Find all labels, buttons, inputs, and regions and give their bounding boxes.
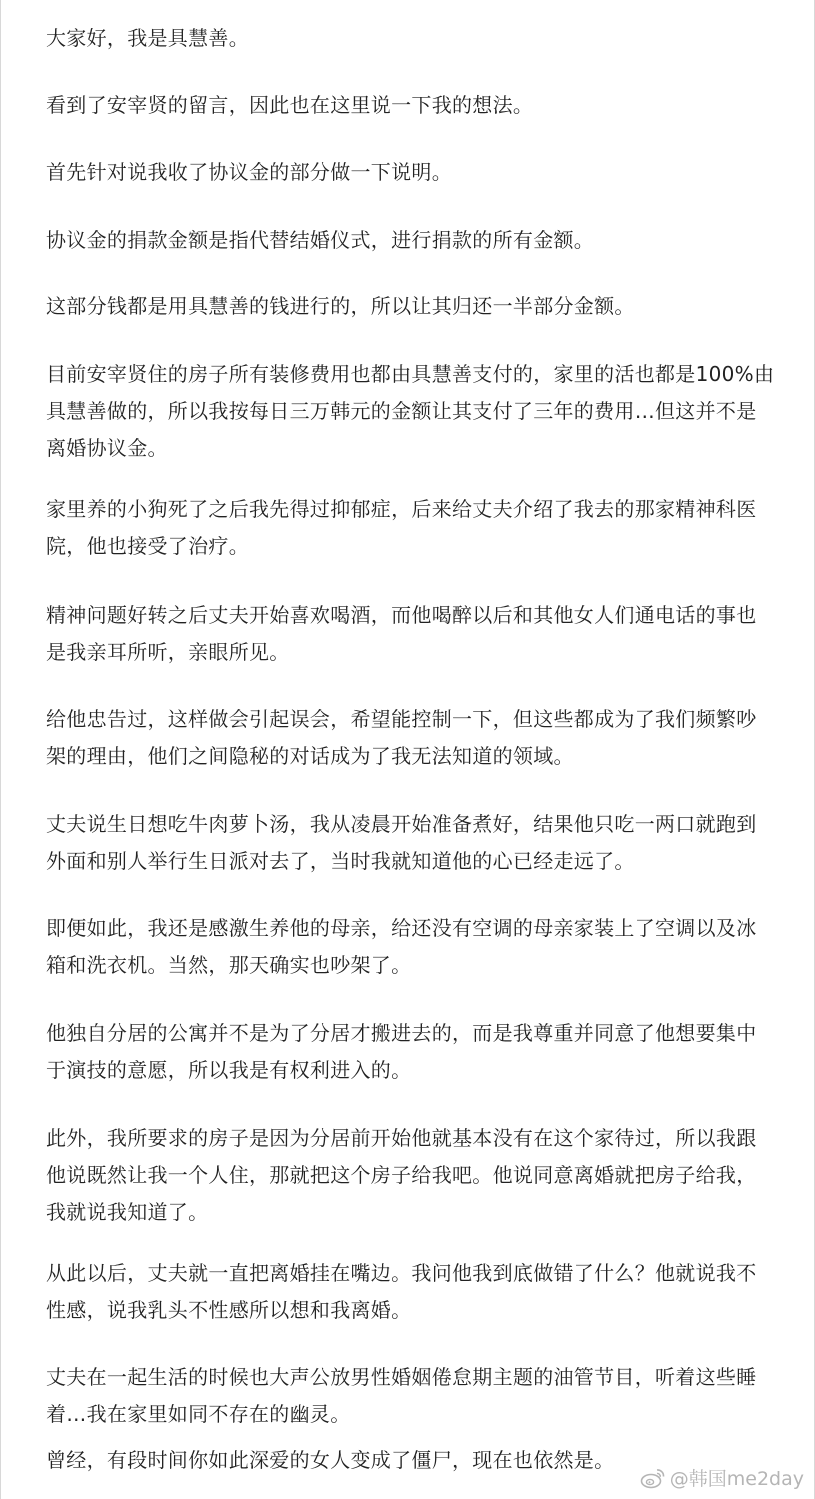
text-line: 具慧善做的，所以我按每日三万韩元的金额让其支付了三年的费用…但这并不是 (46, 399, 757, 423)
paragraph-15 (46, 1359, 796, 1433)
paragraph-1 (46, 20, 796, 57)
text-line: 是我亲耳所听，亲眼所见。 (46, 640, 290, 664)
text-line: 首先针对说我收了协议金的部分做一下说明。 (46, 160, 452, 184)
paragraph-9 (46, 701, 796, 775)
paragraph-4 (46, 222, 796, 259)
paragraph-12 (46, 1015, 796, 1089)
paragraph-5 (46, 288, 796, 325)
text-line: 协议金的捐款金额是指代替结婚仪式，进行捐款的所有金额。 (46, 228, 595, 252)
text-line: 他独自分居的公寓并不是为了分居才搬进去的，而是我尊重并同意了他想要集中 (46, 1021, 757, 1045)
paragraph-11 (46, 910, 796, 984)
text-line: 于演技的意愿，所以我是有权利进入的。 (46, 1058, 412, 1082)
text-line: 架的理由，他们之间隐秘的对话成为了我无法知道的领域。 (46, 744, 574, 768)
text-line: 院，他也接受了治疗。 (46, 534, 249, 558)
text-line: 箱和洗衣机。当然，那天确实也吵架了。 (46, 953, 412, 977)
watermark (640, 1464, 804, 1491)
paragraph-6 (46, 356, 796, 467)
text-line: 给他忠告过，这样做会引起误会，希望能控制一下，但这些都成为了我们频繁吵 (46, 707, 757, 731)
text-line: 性感，说我乳头不性感所以想和我离婚。 (46, 1298, 412, 1322)
paragraph-10 (46, 806, 796, 880)
text-line: 丈夫说生日想吃牛肉萝卜汤，我从凌晨开始准备煮好，结果他只吃一两口就跑到 (46, 812, 757, 836)
watermark-text: @韩国me2day (669, 1468, 804, 1490)
paragraph-13 (46, 1120, 796, 1231)
text-line: 看到了安宰贤的留言，因此也在这里说一下我的想法。 (46, 93, 534, 117)
text-line: 我就说我知道了。 (46, 1200, 209, 1224)
text-line: 此外，我所要求的房子是因为分居前开始他就基本没有在这个家待过，所以我跟 (46, 1126, 757, 1150)
text-line: 这部分钱都是用具慧善的钱进行的，所以让其归还一半部分金额。 (46, 294, 635, 318)
text-line: 大家好，我是具慧善。 (46, 26, 249, 50)
paragraph-8 (46, 597, 796, 671)
weibo-icon (640, 1467, 666, 1489)
text-line: 他说既然让我一个人住，那就把这个房子给我吧。他说同意离婚就把房子给我， (46, 1163, 757, 1187)
paragraph-2 (46, 87, 796, 124)
text-line: 曾经，有段时间你如此深爱的女人变成了僵尸，现在也依然是。 (46, 1448, 615, 1472)
text-line: 从此以后，丈夫就一直把离婚挂在嘴边。我问他我到底做错了什么？他就说我不 (46, 1261, 757, 1285)
text-line: 即便如此，我还是感激生养他的母亲，给还没有空调的母亲家装上了空调以及冰 (46, 916, 757, 940)
paragraph-14 (46, 1255, 796, 1329)
text-line: 精神问题好转之后丈夫开始喜欢喝酒，而他喝醉以后和其他女人们通电话的事也 (46, 603, 757, 627)
text-line: 丈夫在一起生活的时候也大声公放男性婚姻倦怠期主题的油管节目，听着这些睡 (46, 1365, 757, 1389)
text-line: 离婚协议金。 (46, 436, 168, 460)
paragraph-3 (46, 154, 796, 191)
text-line: 外面和别人举行生日派对去了，当时我就知道他的心已经走远了。 (46, 849, 635, 873)
text-line: 着…我在家里如同不存在的幽灵。 (46, 1402, 351, 1426)
text-line: 家里养的小狗死了之后我先得过抑郁症，后来给丈夫介绍了我去的那家精神科医 (46, 497, 757, 521)
paragraph-7 (46, 491, 796, 565)
text-line: 目前安宰贤住的房子所有装修费用也都由具慧善支付的，家里的活也都是100%由 (46, 362, 775, 386)
